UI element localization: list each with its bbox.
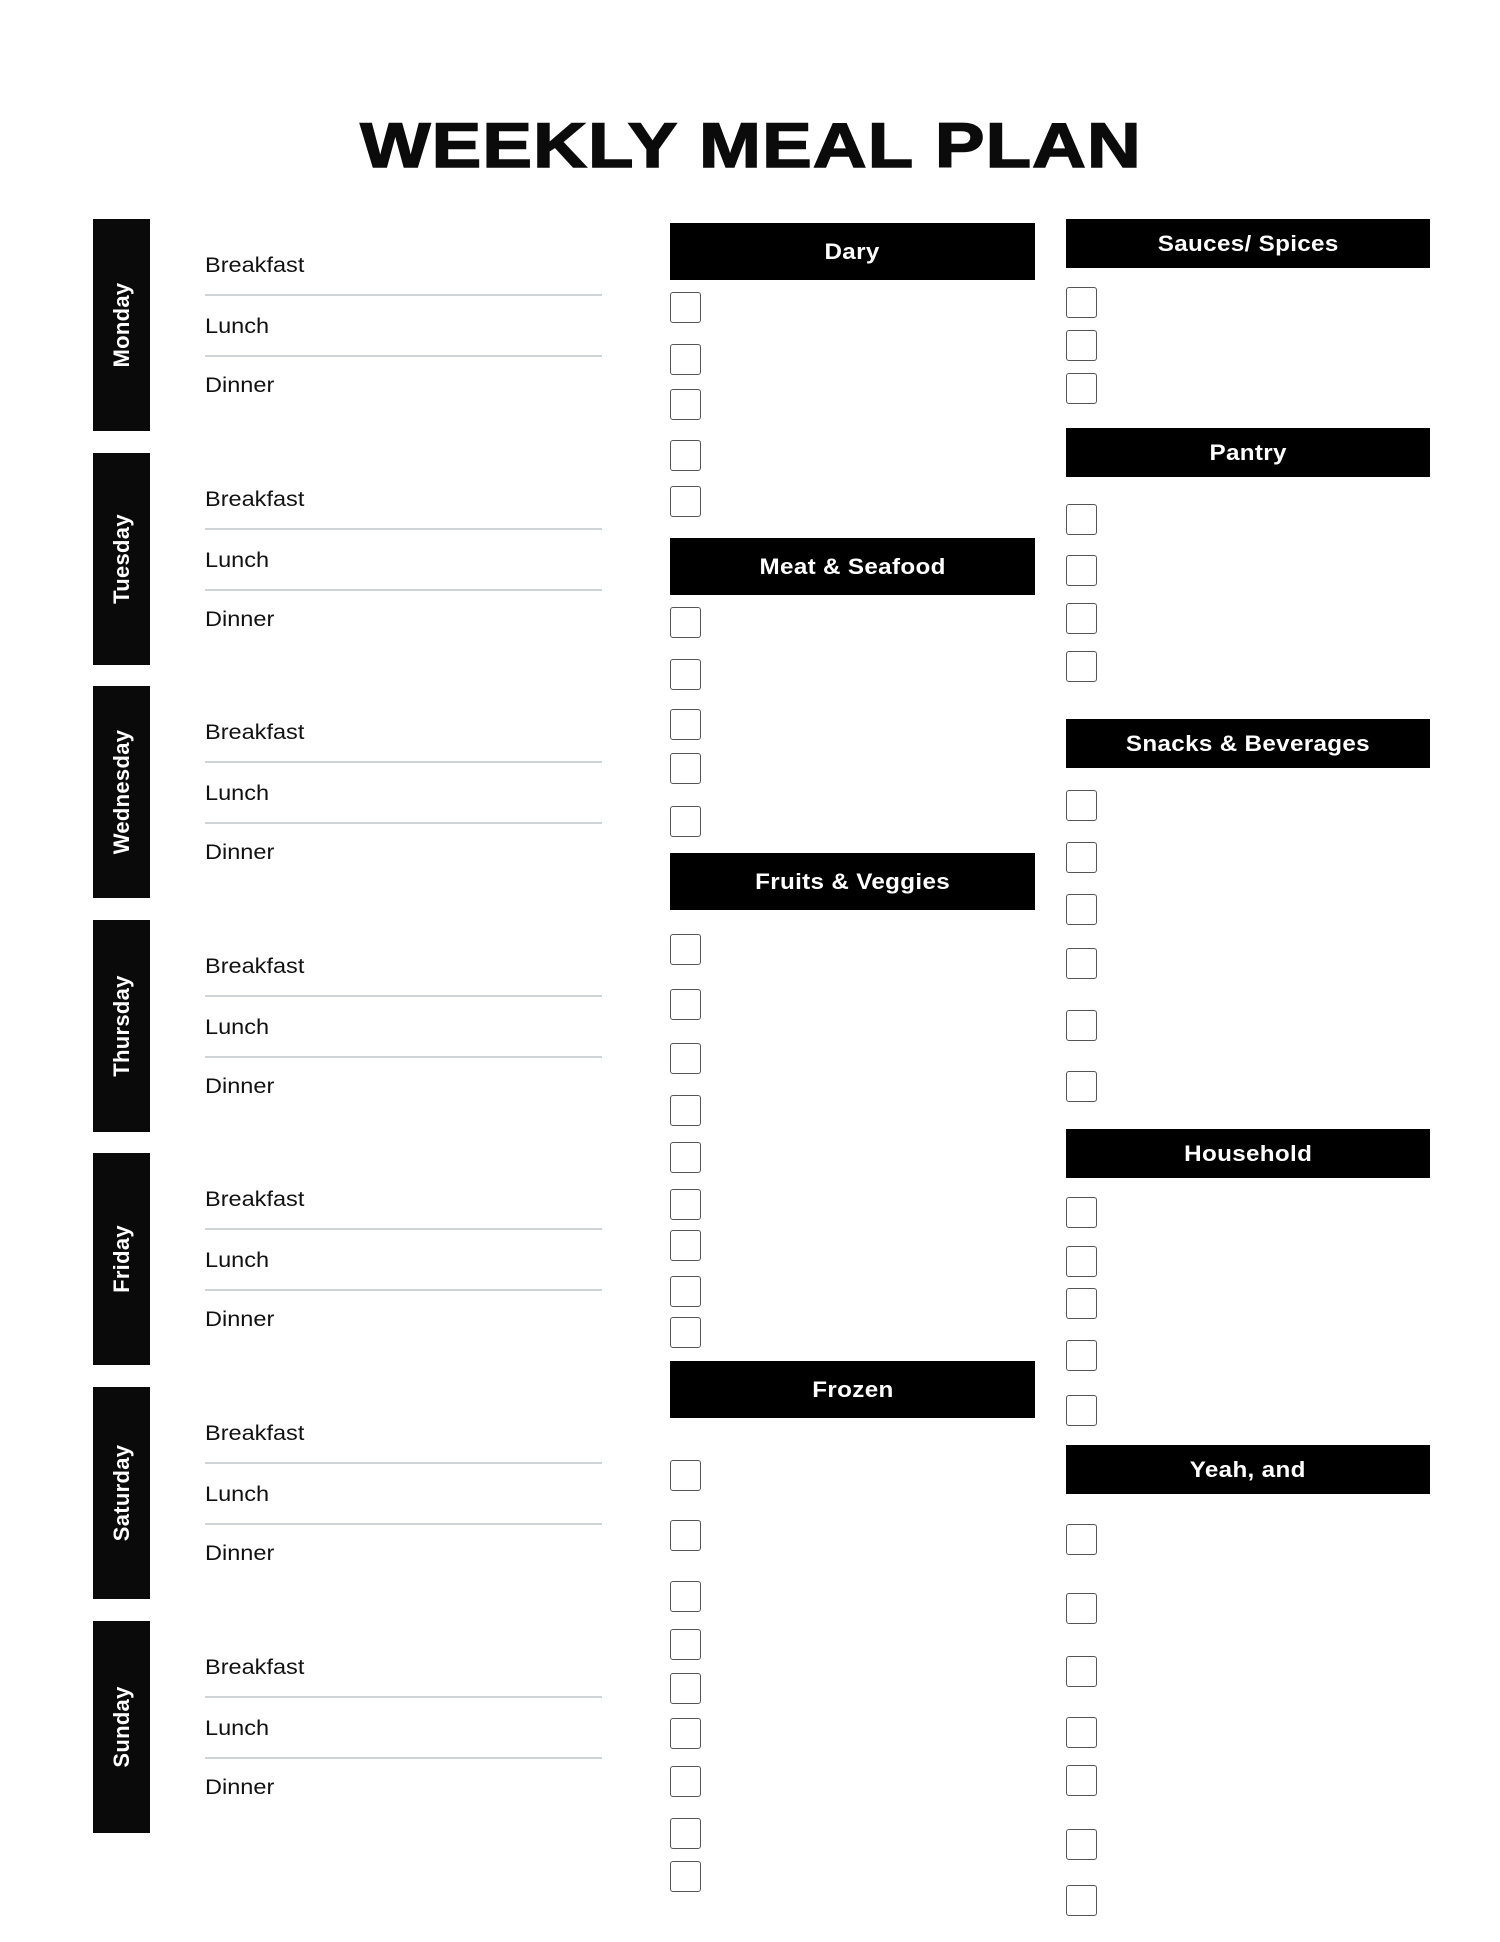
- grocery-checkbox[interactable]: [670, 1673, 701, 1704]
- grocery-checkbox[interactable]: [1066, 1395, 1097, 1426]
- meal-field-dinner[interactable]: Dinner: [205, 374, 275, 397]
- day-label: Wednesday: [108, 729, 134, 855]
- day-bar-friday: [93, 1153, 150, 1365]
- meal-field-lunch[interactable]: Lunch: [205, 782, 270, 805]
- meal-field-breakfast[interactable]: Breakfast: [205, 254, 305, 277]
- day-bar-tuesday: [93, 453, 150, 665]
- grocery-checkbox[interactable]: [670, 989, 701, 1020]
- divider-line: [205, 1696, 602, 1698]
- grocery-checkbox[interactable]: [670, 1629, 701, 1660]
- grocery-checkbox[interactable]: [1066, 1885, 1097, 1916]
- grocery-checkbox[interactable]: [670, 1142, 701, 1173]
- meal-field-lunch[interactable]: Lunch: [205, 1016, 270, 1039]
- grocery-checkbox[interactable]: [670, 1276, 701, 1307]
- meal-field-lunch[interactable]: Lunch: [205, 315, 270, 338]
- day-label: Tuesday: [108, 514, 134, 604]
- divider-line: [205, 1757, 602, 1759]
- category-header-meat-seafood: [670, 538, 1035, 595]
- meal-field-dinner[interactable]: Dinner: [205, 1776, 275, 1799]
- meal-field-dinner[interactable]: Dinner: [205, 608, 275, 631]
- day-label: Monday: [108, 282, 134, 368]
- grocery-checkbox[interactable]: [1066, 1593, 1097, 1624]
- meal-field-breakfast[interactable]: Breakfast: [205, 488, 305, 511]
- category-header-pantry: [1066, 428, 1430, 477]
- divider-line: [205, 995, 602, 997]
- grocery-checkbox[interactable]: [670, 1581, 701, 1612]
- grocery-checkbox[interactable]: [670, 1766, 701, 1797]
- grocery-checkbox[interactable]: [1066, 555, 1097, 586]
- grocery-checkbox[interactable]: [670, 934, 701, 965]
- meal-field-dinner[interactable]: Dinner: [205, 841, 275, 864]
- grocery-checkbox[interactable]: [670, 1818, 701, 1849]
- grocery-checkbox[interactable]: [670, 806, 701, 837]
- day-bar-wednesday: [93, 686, 150, 898]
- grocery-checkbox[interactable]: [1066, 1829, 1097, 1860]
- grocery-checkbox[interactable]: [1066, 1656, 1097, 1687]
- grocery-checkbox[interactable]: [1066, 894, 1097, 925]
- category-header-snacks-beverages: [1066, 719, 1430, 768]
- category-header-frozen: [670, 1361, 1035, 1418]
- grocery-checkbox[interactable]: [1066, 603, 1097, 634]
- grocery-checkbox[interactable]: [1066, 1340, 1097, 1371]
- meal-field-dinner[interactable]: Dinner: [205, 1075, 275, 1098]
- category-label: Yeah, and: [1190, 1456, 1306, 1482]
- grocery-checkbox[interactable]: [1066, 1071, 1097, 1102]
- grocery-checkbox[interactable]: [1066, 651, 1097, 682]
- grocery-checkbox[interactable]: [1066, 1288, 1097, 1319]
- divider-line: [205, 294, 602, 296]
- grocery-checkbox[interactable]: [670, 1317, 701, 1348]
- grocery-checkbox[interactable]: [670, 1718, 701, 1749]
- meal-field-breakfast[interactable]: Breakfast: [205, 955, 305, 978]
- category-label: Snacks & Beverages: [1125, 730, 1371, 756]
- category-label: Pantry: [1209, 439, 1287, 465]
- grocery-checkbox[interactable]: [1066, 373, 1097, 404]
- divider-line: [205, 1289, 602, 1291]
- meal-field-breakfast[interactable]: Breakfast: [205, 721, 305, 744]
- grocery-checkbox[interactable]: [670, 607, 701, 638]
- divider-line: [205, 1523, 602, 1525]
- divider-line: [205, 528, 602, 530]
- meal-field-breakfast[interactable]: Breakfast: [205, 1656, 305, 1679]
- grocery-checkbox[interactable]: [1066, 287, 1097, 318]
- category-header-fruits-veggies: [670, 853, 1035, 910]
- grocery-checkbox[interactable]: [670, 344, 701, 375]
- grocery-checkbox[interactable]: [670, 659, 701, 690]
- grocery-checkbox[interactable]: [1066, 842, 1097, 873]
- category-header-dary: [670, 223, 1035, 280]
- grocery-checkbox[interactable]: [1066, 1197, 1097, 1228]
- day-label: Sunday: [108, 1686, 134, 1768]
- day-bar-thursday: [93, 920, 150, 1132]
- grocery-checkbox[interactable]: [1066, 790, 1097, 821]
- grocery-checkbox[interactable]: [670, 440, 701, 471]
- grocery-checkbox[interactable]: [1066, 1717, 1097, 1748]
- grocery-checkbox[interactable]: [1066, 504, 1097, 535]
- day-label: Thursday: [108, 975, 134, 1077]
- grocery-checkbox[interactable]: [1066, 948, 1097, 979]
- meal-field-lunch[interactable]: Lunch: [205, 1483, 270, 1506]
- grocery-checkbox[interactable]: [1066, 1010, 1097, 1041]
- grocery-checkbox[interactable]: [670, 709, 701, 740]
- meal-field-lunch[interactable]: Lunch: [205, 549, 270, 572]
- category-label: Sauces/ Spices: [1157, 230, 1339, 256]
- divider-line: [205, 589, 602, 591]
- category-header-yeah-and: [1066, 1445, 1430, 1494]
- grocery-checkbox[interactable]: [670, 1861, 701, 1892]
- meal-field-lunch[interactable]: Lunch: [205, 1249, 270, 1272]
- page-title: WEEKLY MEAL PLAN: [360, 111, 1142, 181]
- grocery-checkbox[interactable]: [670, 753, 701, 784]
- grocery-checkbox[interactable]: [670, 1043, 701, 1074]
- grocery-checkbox[interactable]: [1066, 1765, 1097, 1796]
- category-label: Dary: [824, 238, 881, 264]
- grocery-checkbox[interactable]: [670, 486, 701, 517]
- meal-field-lunch[interactable]: Lunch: [205, 1717, 270, 1740]
- meal-field-dinner[interactable]: Dinner: [205, 1308, 275, 1331]
- category-label: Household: [1183, 1140, 1313, 1166]
- day-label: Saturday: [108, 1444, 134, 1542]
- meal-field-dinner[interactable]: Dinner: [205, 1542, 275, 1565]
- category-label: Meat & Seafood: [759, 553, 946, 579]
- grocery-checkbox[interactable]: [670, 1095, 701, 1126]
- category-label: Fruits & Veggies: [755, 868, 950, 894]
- grocery-checkbox[interactable]: [670, 292, 701, 323]
- grocery-checkbox[interactable]: [1066, 1246, 1097, 1277]
- grocery-checkbox[interactable]: [670, 1520, 701, 1551]
- meal-field-breakfast[interactable]: Breakfast: [205, 1188, 305, 1211]
- divider-line: [205, 1228, 602, 1230]
- divider-line: [205, 822, 602, 824]
- grocery-checkbox[interactable]: [1066, 330, 1097, 361]
- divider-line: [205, 1462, 602, 1464]
- category-label: Frozen: [811, 1376, 894, 1402]
- grocery-checkbox[interactable]: [670, 389, 701, 420]
- grocery-checkbox[interactable]: [670, 1189, 701, 1220]
- divider-line: [205, 1056, 602, 1058]
- divider-line: [205, 761, 602, 763]
- grocery-checkbox[interactable]: [670, 1460, 701, 1491]
- meal-field-breakfast[interactable]: Breakfast: [205, 1422, 305, 1445]
- day-bar-saturday: [93, 1387, 150, 1599]
- category-header-household: [1066, 1129, 1430, 1178]
- day-bar-sunday: [93, 1621, 150, 1833]
- day-label: Friday: [108, 1225, 134, 1293]
- grocery-checkbox[interactable]: [670, 1230, 701, 1261]
- day-bar-monday: [93, 219, 150, 431]
- category-header-sauces-spices: [1066, 219, 1430, 268]
- divider-line: [205, 355, 602, 357]
- grocery-checkbox[interactable]: [1066, 1524, 1097, 1555]
